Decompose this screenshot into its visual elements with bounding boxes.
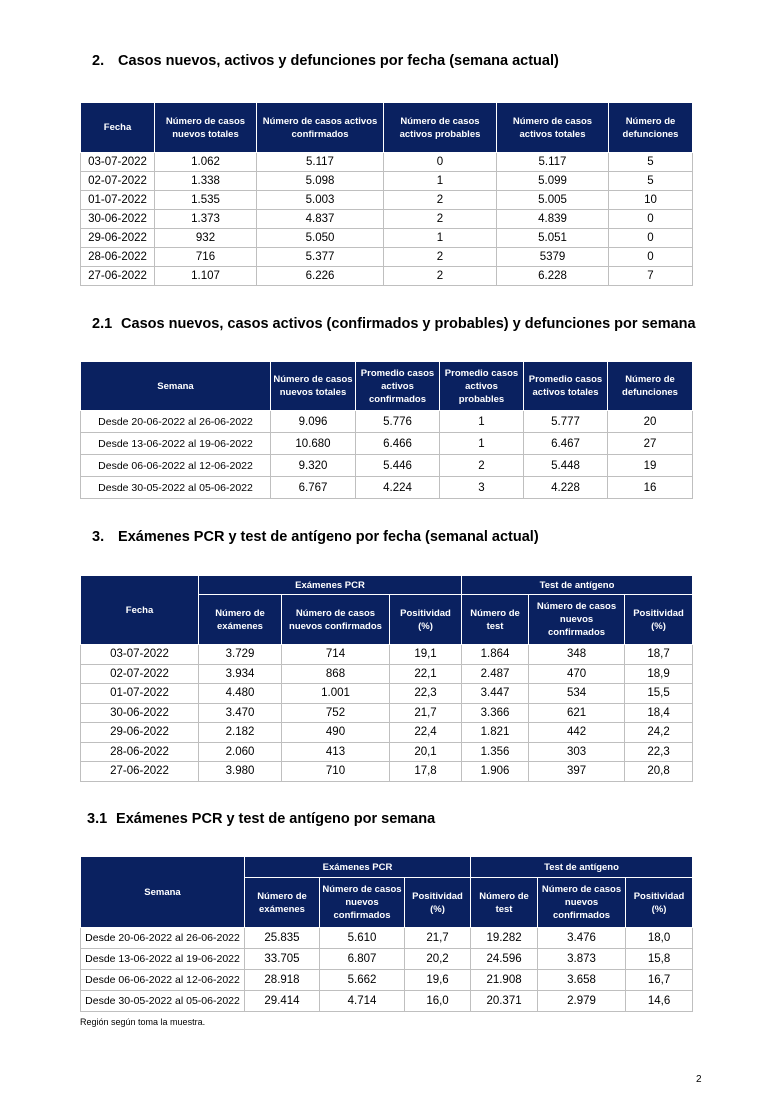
table-row — [81, 949, 693, 970]
section-2-1-heading — [92, 316, 696, 332]
table-cell: 27 — [608, 433, 693, 455]
table-cell: 18,0 — [626, 928, 693, 949]
table-cell: 33.705 — [245, 949, 320, 970]
table-cell: 18,9 — [625, 664, 693, 684]
table-cell: 30-06-2022 — [81, 210, 155, 229]
table-cell: 1.107 — [155, 267, 257, 286]
table-cell: 4.224 — [356, 477, 440, 499]
table-cell: 5.117 — [497, 153, 609, 172]
table-cell: 716 — [155, 248, 257, 267]
column-header: Número de casos nuevos totales — [155, 103, 257, 153]
table-cell: Desde 20-06-2022 al 26-06-2022 — [81, 411, 271, 433]
table-cell: 5379 — [497, 248, 609, 267]
table-cell: 19.282 — [471, 928, 538, 949]
section-title: Casos nuevos, casos activos (confirmados y probables) y defunciones por semana — [121, 316, 696, 332]
group-header-pcr: Exámenes PCR — [199, 576, 462, 595]
table-cell: 5.377 — [257, 248, 384, 267]
table-cell: 5.776 — [356, 411, 440, 433]
table-body — [81, 411, 693, 499]
table-cell: 22,3 — [390, 684, 462, 704]
table-cell: 442 — [529, 723, 625, 743]
column-header: Número de defunciones — [609, 103, 693, 153]
table-row — [81, 433, 693, 455]
table-row — [81, 645, 693, 665]
table-cell: 3 — [440, 477, 524, 499]
table-cell: 2.979 — [538, 991, 626, 1012]
column-header: Número de casos nuevos confirmados — [320, 878, 405, 928]
table-cell: 1 — [440, 433, 524, 455]
table-cell: 932 — [155, 229, 257, 248]
column-header: Número de casos activos confirmados — [257, 103, 384, 153]
table-cell: 6.807 — [320, 949, 405, 970]
table-body — [81, 645, 693, 782]
table-cell: 16 — [608, 477, 693, 499]
table-cell: 714 — [282, 645, 390, 665]
section-number: 2. — [92, 53, 105, 69]
table-cell: 5.051 — [497, 229, 609, 248]
table-cell: 5 — [609, 153, 693, 172]
table-cell: 18,7 — [625, 645, 693, 665]
table-cell: 18,4 — [625, 703, 693, 723]
table-cell: Desde 06-06-2022 al 12-06-2022 — [81, 970, 245, 991]
table-cell: 0 — [384, 153, 497, 172]
table-pcr-antigen-by-date — [80, 575, 693, 782]
column-header: Número de defunciones — [608, 362, 693, 411]
table-cell: 1 — [384, 172, 497, 191]
table-cell: 5.446 — [356, 455, 440, 477]
table-cell: 397 — [529, 762, 625, 782]
table-cell: 3.476 — [538, 928, 626, 949]
table-cell: 17,8 — [390, 762, 462, 782]
table-cell: 28.918 — [245, 970, 320, 991]
table-row — [81, 210, 693, 229]
table-cell: 20 — [608, 411, 693, 433]
table-cell: 3.873 — [538, 949, 626, 970]
table-cell: Desde 06-06-2022 al 12-06-2022 — [81, 455, 271, 477]
group-header-antigen: Test de antígeno — [471, 857, 693, 878]
table-row — [81, 191, 693, 210]
section-number: 2.1 — [92, 316, 113, 332]
table-cell: 27-06-2022 — [81, 267, 155, 286]
table-cell: 29-06-2022 — [81, 229, 155, 248]
table-cell: 19,6 — [405, 970, 471, 991]
section-3-1-heading — [87, 811, 435, 827]
table-cell: Desde 13-06-2022 al 19-06-2022 — [81, 949, 245, 970]
table-cell: 02-07-2022 — [81, 172, 155, 191]
table-cell: 10.680 — [271, 433, 356, 455]
table-cell: 1.338 — [155, 172, 257, 191]
table-cell: 10 — [609, 191, 693, 210]
section-number: 3.1 — [87, 811, 108, 827]
table-cell: 02-07-2022 — [81, 664, 199, 684]
table-cell: 6.226 — [257, 267, 384, 286]
table-cell: 2.060 — [199, 742, 282, 762]
table-cell: 1.356 — [462, 742, 529, 762]
table-row — [81, 970, 693, 991]
table-cell: Desde 13-06-2022 al 19-06-2022 — [81, 433, 271, 455]
table-cell: 19 — [608, 455, 693, 477]
table-cell: 0 — [609, 229, 693, 248]
table-cell: 19,1 — [390, 645, 462, 665]
section-title: Casos nuevos, activos y defunciones por fecha (semana actual) — [118, 53, 559, 69]
section-2-heading — [92, 53, 559, 69]
table-cell: 16,0 — [405, 991, 471, 1012]
table-cell: 3.470 — [199, 703, 282, 723]
section-number: 3. — [92, 529, 105, 545]
column-header: Número de casos nuevos totales — [271, 362, 356, 411]
table-body — [81, 928, 693, 1012]
table-cell: 1.535 — [155, 191, 257, 210]
table-cell: 1 — [440, 411, 524, 433]
column-header: Promedio casos activos confirmados — [356, 362, 440, 411]
table-cell: 25.835 — [245, 928, 320, 949]
table-row — [81, 684, 693, 704]
column-header: Positividad (%) — [626, 878, 693, 928]
table-row — [81, 229, 693, 248]
table-row — [81, 742, 693, 762]
table-cell: 1.821 — [462, 723, 529, 743]
table-cell: 27-06-2022 — [81, 762, 199, 782]
table-row — [81, 455, 693, 477]
table-cell: 03-07-2022 — [81, 153, 155, 172]
table-cell: 28-06-2022 — [81, 742, 199, 762]
table-row — [81, 172, 693, 191]
table-cell: 21.908 — [471, 970, 538, 991]
table-cell: 6.228 — [497, 267, 609, 286]
column-header: Promedio casos activos probables — [440, 362, 524, 411]
table-row — [81, 153, 693, 172]
table-cell: 2 — [440, 455, 524, 477]
table-cell: 21,7 — [390, 703, 462, 723]
table-cell: 9.096 — [271, 411, 356, 433]
table-cell: 3.934 — [199, 664, 282, 684]
table-cell: 710 — [282, 762, 390, 782]
column-header: Número de test — [471, 878, 538, 928]
section-3-heading — [92, 529, 539, 545]
table-cell: 5.777 — [524, 411, 608, 433]
table-cell: 15,8 — [626, 949, 693, 970]
table-cell: 7 — [609, 267, 693, 286]
table-cell: 348 — [529, 645, 625, 665]
table-cell: 22,4 — [390, 723, 462, 743]
column-header: Número de exámenes — [199, 595, 282, 645]
table-row — [81, 762, 693, 782]
table-row — [81, 991, 693, 1012]
table-cell: 1.062 — [155, 153, 257, 172]
table-cell: Desde 20-06-2022 al 26-06-2022 — [81, 928, 245, 949]
table-cell: 2.487 — [462, 664, 529, 684]
table-cell: 2 — [384, 191, 497, 210]
column-header: Número de test — [462, 595, 529, 645]
table-row — [81, 703, 693, 723]
table-cell: 3.658 — [538, 970, 626, 991]
group-header-pcr: Exámenes PCR — [245, 857, 471, 878]
section-title: Exámenes PCR y test de antígeno por semana — [116, 811, 436, 827]
table-cell: 0 — [609, 248, 693, 267]
table-row — [81, 248, 693, 267]
table-cell: 621 — [529, 703, 625, 723]
table-cell: 20,1 — [390, 742, 462, 762]
table-cell: 413 — [282, 742, 390, 762]
table-cell: 3.729 — [199, 645, 282, 665]
table-cell: 03-07-2022 — [81, 645, 199, 665]
table-cell: 868 — [282, 664, 390, 684]
table-cell: 534 — [529, 684, 625, 704]
table-cell: 29-06-2022 — [81, 723, 199, 743]
table-cell: 2 — [384, 267, 497, 286]
table-cell: 28-06-2022 — [81, 248, 155, 267]
column-header: Positividad (%) — [390, 595, 462, 645]
table-cell: 14,6 — [626, 991, 693, 1012]
table-row — [81, 928, 693, 949]
table-row — [81, 267, 693, 286]
table-cell: 5.117 — [257, 153, 384, 172]
section-title: Exámenes PCR y test de antígeno por fecha (semanal actual) — [118, 529, 539, 545]
table-cell: 5.448 — [524, 455, 608, 477]
table-cell: 1.864 — [462, 645, 529, 665]
table-cell: 0 — [609, 210, 693, 229]
table-cell: 29.414 — [245, 991, 320, 1012]
table-row — [81, 723, 693, 743]
table-cell: 4.480 — [199, 684, 282, 704]
column-header: Positividad (%) — [405, 878, 471, 928]
column-header: Fecha — [81, 576, 199, 645]
table-pcr-antigen-by-week — [80, 856, 693, 1012]
table-row — [81, 664, 693, 684]
table-cell: 752 — [282, 703, 390, 723]
table-cell: 20,8 — [625, 762, 693, 782]
table-cell: 5.098 — [257, 172, 384, 191]
table-cell: 1.001 — [282, 684, 390, 704]
table-cell: 490 — [282, 723, 390, 743]
footnote: Región según toma la muestra. — [80, 1017, 206, 1027]
table-cell: 5.050 — [257, 229, 384, 248]
table-cell: 2.182 — [199, 723, 282, 743]
table-cell: 16,7 — [626, 970, 693, 991]
table-cell: 30-06-2022 — [81, 703, 199, 723]
table-cell: 5.003 — [257, 191, 384, 210]
table-cell: 21,7 — [405, 928, 471, 949]
table-cell: 01-07-2022 — [81, 191, 155, 210]
table-cell: 5 — [609, 172, 693, 191]
group-header-antigen: Test de antígeno — [462, 576, 693, 595]
table-row — [81, 477, 693, 499]
table-row — [81, 411, 693, 433]
column-header: Número de casos nuevos confirmados — [538, 878, 626, 928]
column-header: Número de casos nuevos confirmados — [529, 595, 625, 645]
table-cell: 4.228 — [524, 477, 608, 499]
table-cell: 5.610 — [320, 928, 405, 949]
table-cell: Desde 30-05-2022 al 05-06-2022 — [81, 991, 245, 1012]
table-cell: 3.980 — [199, 762, 282, 782]
table-cell: 6.466 — [356, 433, 440, 455]
table-cell: 1.373 — [155, 210, 257, 229]
table-cell: Desde 30-05-2022 al 05-06-2022 — [81, 477, 271, 499]
table-cell: 9.320 — [271, 455, 356, 477]
page-number: 2 — [696, 1074, 702, 1085]
table-cell: 4.839 — [497, 210, 609, 229]
table-cell: 01-07-2022 — [81, 684, 199, 704]
table-cell: 3.447 — [462, 684, 529, 704]
table-cell: 470 — [529, 664, 625, 684]
table-cell: 1.906 — [462, 762, 529, 782]
table-cell: 4.837 — [257, 210, 384, 229]
table-cases-by-date — [80, 102, 693, 286]
column-header: Número de casos activos totales — [497, 103, 609, 153]
table-cell: 6.467 — [524, 433, 608, 455]
column-header: Número de casos nuevos confirmados — [282, 595, 390, 645]
table-cell: 20,2 — [405, 949, 471, 970]
table-cell: 6.767 — [271, 477, 356, 499]
table-body — [81, 153, 693, 286]
table-cell: 24,2 — [625, 723, 693, 743]
column-header: Positividad (%) — [625, 595, 693, 645]
table-cell: 15,5 — [625, 684, 693, 704]
column-header: Fecha — [81, 103, 155, 153]
table-cell: 2 — [384, 248, 497, 267]
table-cell: 3.366 — [462, 703, 529, 723]
table-cell: 20.371 — [471, 991, 538, 1012]
table-cell: 5.005 — [497, 191, 609, 210]
table-cell: 5.099 — [497, 172, 609, 191]
table-cell: 2 — [384, 210, 497, 229]
table-cell: 22,1 — [390, 664, 462, 684]
column-header: Número de exámenes — [245, 878, 320, 928]
table-cases-by-week — [80, 361, 693, 499]
column-header: Promedio casos activos totales — [524, 362, 608, 411]
table-cell: 1 — [384, 229, 497, 248]
column-header: Semana — [81, 857, 245, 928]
column-header: Semana — [81, 362, 271, 411]
table-cell: 24.596 — [471, 949, 538, 970]
table-cell: 5.662 — [320, 970, 405, 991]
table-cell: 4.714 — [320, 991, 405, 1012]
table-cell: 22,3 — [625, 742, 693, 762]
column-header: Número de casos activos probables — [384, 103, 497, 153]
table-cell: 303 — [529, 742, 625, 762]
